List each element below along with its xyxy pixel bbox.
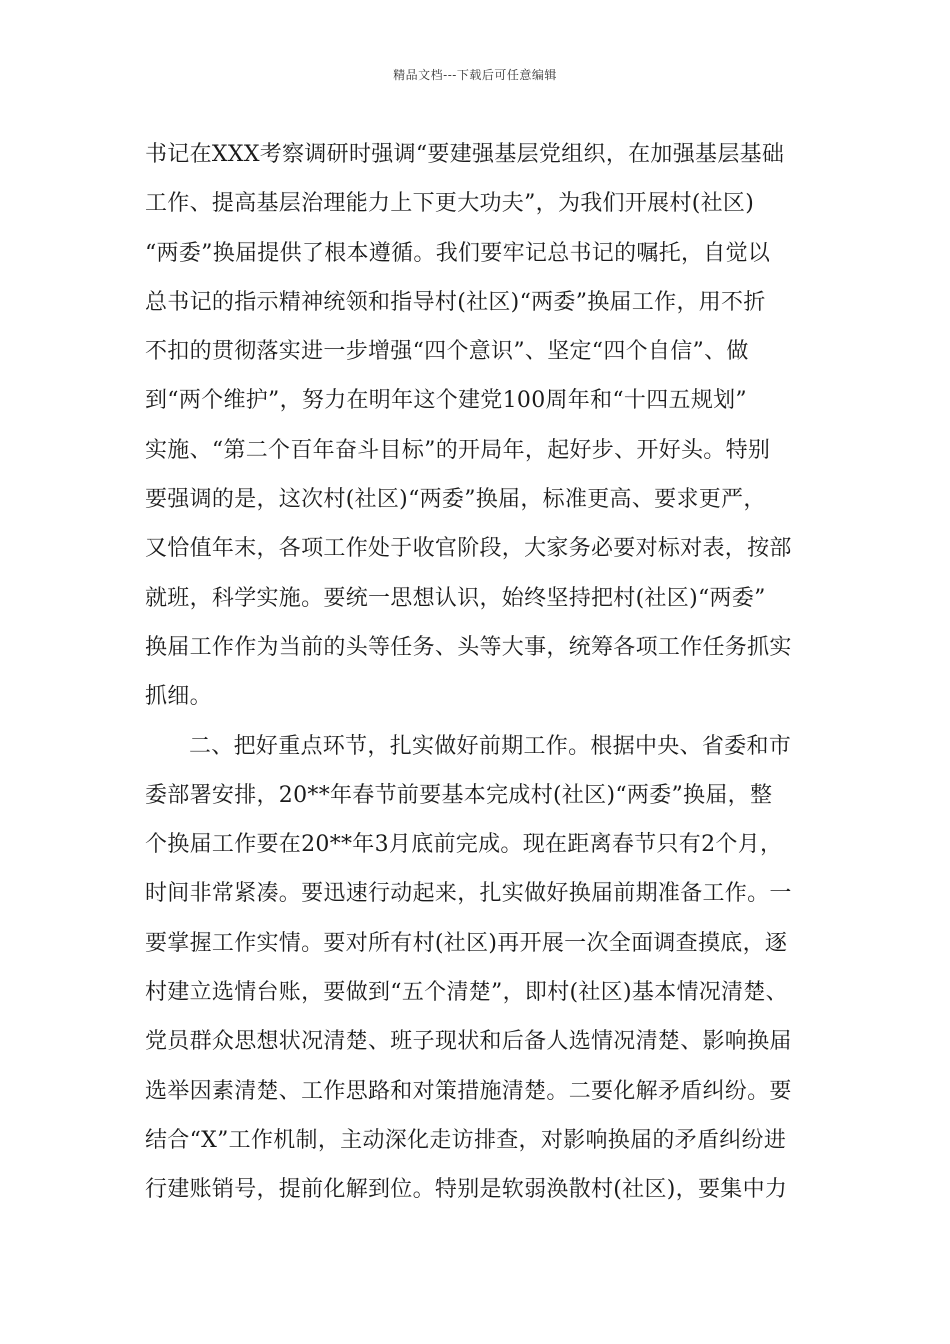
- text-line: 不扣的贯彻落实进一步增强“四个意识”、坚定“四个自信”、做: [145, 339, 749, 365]
- text-line: 工作、提高基层治理能力上下更大功夫”，为我们开展村(社区): [145, 191, 755, 217]
- text-line: 党员群众思想状况清楚、班子现状和后备人选情况清楚、影响换届: [145, 1029, 792, 1055]
- text-line: 个换届工作要在20**年3月底前完成。现在距离春节只有2个月，: [145, 832, 783, 858]
- text-line: 选举因素清楚、工作思路和对策措施清楚。二要化解矛盾纠纷。要: [145, 1078, 792, 1104]
- text-line: 委部署安排，20**年春节前要基本完成村(社区)“两委”换届，整: [145, 782, 773, 808]
- page-header: 精品文档---下载后可任意编辑: [393, 68, 557, 82]
- section-heading-line: 二、把好重点环节，扎实做好前期工作。根据中央、省委和市: [189, 733, 792, 759]
- text-line: 总书记的指示精神统领和指导村(社区)“两委”换届工作，用不折: [145, 289, 766, 315]
- document-body: [145, 130, 825, 1215]
- text-line: 要掌握工作实情。要对所有村(社区)再开展一次全面调查摸底，逐: [145, 930, 788, 956]
- text-line: 又恰值年末，各项工作处于收官阶段，大家务必要对标对表，按部: [145, 536, 792, 562]
- text-line: 村建立选情台账，要做到“五个清楚”，即村(社区)基本情况清楚、: [145, 980, 788, 1006]
- text-line: 就班，科学实施。要统一思想认识，始终坚持把村(社区)“两委”: [145, 585, 766, 611]
- text-line: 结合“X”工作机制，主动深化走访排查，对影响换届的矛盾纠纷进: [145, 1127, 787, 1153]
- text-line: “两委”换届提供了根本遵循。我们要牢记总书记的嘱托，自觉以: [145, 240, 771, 266]
- text-line: 要强调的是，这次村(社区)“两委”换届，标准更高、要求更严，: [145, 487, 766, 513]
- text-line: 时间非常紧凑。要迅速行动起来，扎实做好换届前期准备工作。一: [145, 881, 792, 907]
- text-line: 行建账销号，提前化解到位。特别是软弱涣散村(社区)，要集中力: [145, 1177, 788, 1203]
- text-line: 抓细。: [145, 684, 212, 710]
- text-line: 到“两个维护”，努力在明年这个建党100周年和“十四五规划”: [145, 388, 747, 414]
- text-line: 实施、“第二个百年奋斗目标”的开局年，起好步、开好头。特别: [145, 437, 771, 463]
- text-line: 书记在XXX考察调研时强调“要建强基层党组织，在加强基层基础: [145, 142, 785, 167]
- text-line: 换届工作作为当前的头等任务、头等大事，统筹各项工作任务抓实: [145, 634, 792, 660]
